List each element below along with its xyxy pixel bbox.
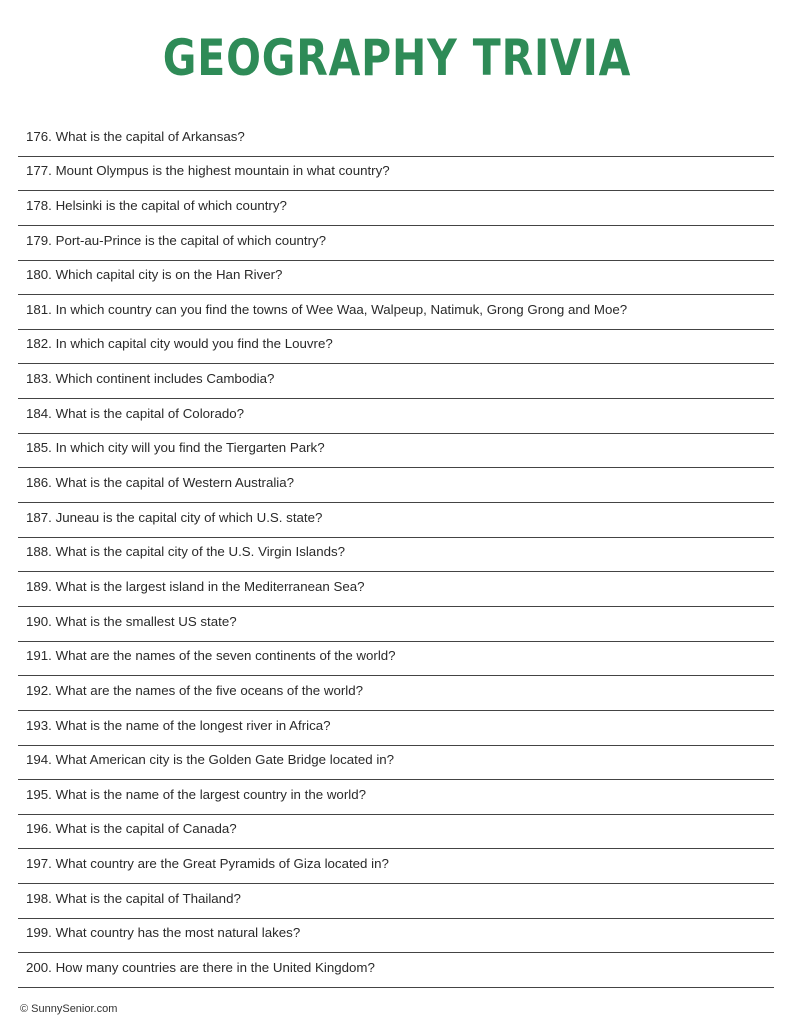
question-row <box>18 919 774 954</box>
question-text: 187. Juneau is the capital city of which U.S. state? <box>26 509 323 525</box>
question-text: 200. How many countries are there in the United Kingdom? <box>26 960 375 976</box>
question-text: 183. Which continent includes Cambodia? <box>26 371 275 387</box>
question-text: 192. What are the names of the five oceans of the world? <box>26 682 364 698</box>
question-text: 182. In which capital city would you find the Louvre? <box>26 336 333 352</box>
question-row <box>18 295 774 330</box>
question-text: 189. What is the largest island in the Mediterranean Sea? <box>26 578 365 594</box>
question-text: 190. What is the smallest US state? <box>26 613 237 629</box>
question-text: 191. What are the names of the seven continents of the world? <box>26 648 396 664</box>
question-row <box>18 157 774 192</box>
copyright-footer: © SunnySenior.com <box>20 1003 118 1015</box>
question-text: 195. What is the name of the largest country in the world? <box>26 786 366 802</box>
question-list <box>18 122 774 988</box>
question-row <box>18 642 774 677</box>
question-text: 179. Port-au-Prince is the capital of which country? <box>26 232 327 248</box>
question-row <box>18 884 774 919</box>
question-row <box>18 503 774 538</box>
question-row <box>18 468 774 503</box>
question-row <box>18 538 774 573</box>
question-text: 185. In which city will you find the Tiergarten Park? <box>26 440 325 456</box>
question-row <box>18 676 774 711</box>
question-row <box>18 399 774 434</box>
question-text: 180. Which capital city is on the Han River? <box>26 267 283 283</box>
question-text: 176. What is the capital of Arkansas? <box>26 128 245 144</box>
question-text: 196. What is the capital of Canada? <box>26 821 237 837</box>
question-row <box>18 226 774 261</box>
question-row <box>18 780 774 815</box>
question-text: 198. What is the capital of Thailand? <box>26 890 241 906</box>
question-text: 184. What is the capital of Colorado? <box>26 405 245 421</box>
question-row <box>18 191 774 226</box>
question-row <box>18 746 774 781</box>
page-title: GEOGRAPHY TRIVIA <box>162 29 632 87</box>
question-text: 194. What American city is the Golden Gate Bridge located in? <box>26 752 395 768</box>
question-row <box>18 711 774 746</box>
question-row <box>18 572 774 607</box>
question-text: 197. What country are the Great Pyramids of Giza located in? <box>26 856 389 872</box>
question-text: 181. In which country can you find the towns of Wee Waa, Walpeup, Natimuk, Grong Grong and Moe? <box>26 301 628 317</box>
question-row <box>18 815 774 850</box>
question-text: 177. Mount Olympus is the highest mountain in what country? <box>26 163 390 179</box>
question-row <box>18 607 774 642</box>
question-row <box>18 953 774 988</box>
question-text: 188. What is the capital city of the U.S. Virgin Islands? <box>26 544 346 560</box>
question-row <box>18 261 774 296</box>
question-text: 193. What is the name of the longest river in Africa? <box>26 717 331 733</box>
question-text: 178. Helsinki is the capital of which country? <box>26 197 287 213</box>
question-text: 199. What country has the most natural lakes? <box>26 925 301 941</box>
question-row <box>18 849 774 884</box>
question-text: 186. What is the capital of Western Australia? <box>26 475 295 491</box>
question-row <box>18 434 774 469</box>
question-row <box>18 330 774 365</box>
question-row <box>18 122 774 157</box>
question-row <box>18 364 774 399</box>
